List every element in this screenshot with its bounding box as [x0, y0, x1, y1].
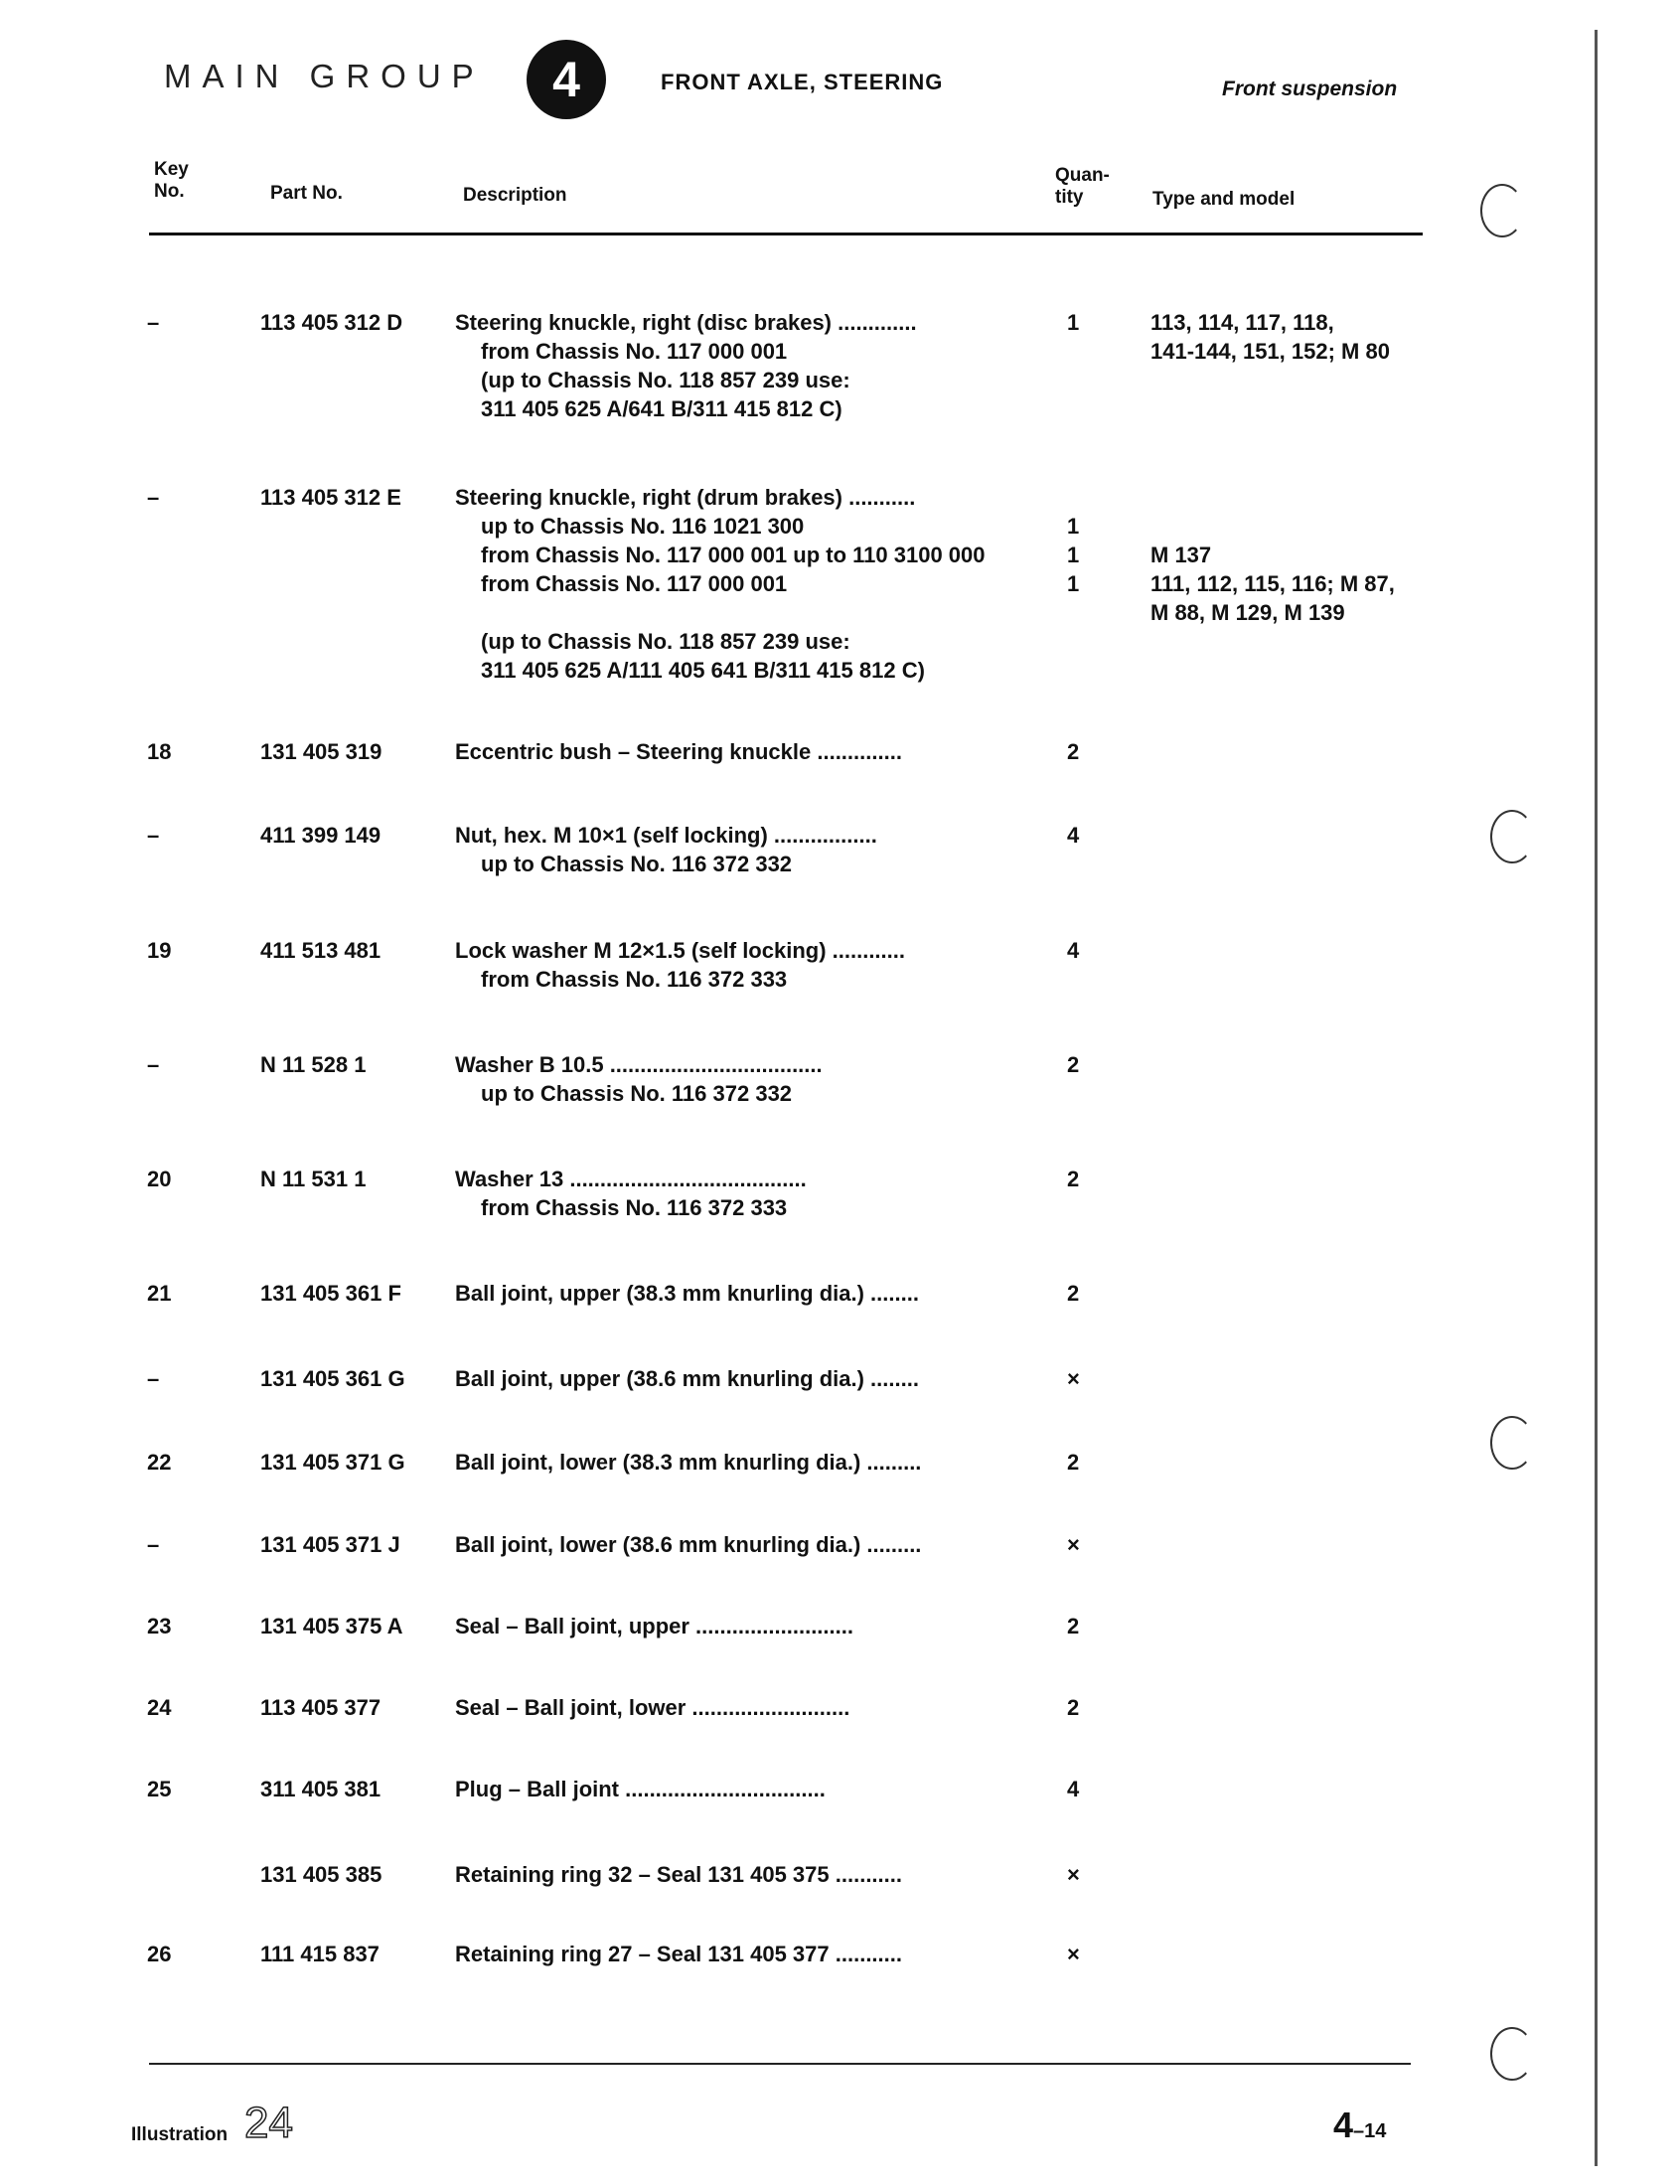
- description-line: Seal – Ball joint, lower ..........................: [455, 1695, 850, 1720]
- description-line: Nut, hex. M 10×1 (self locking) .................: [455, 823, 877, 848]
- part-number: 311 405 381: [260, 1777, 382, 1801]
- quantity: [1067, 1364, 1107, 1393]
- quantity-value: 1: [1067, 514, 1080, 539]
- part-number: 131 405 361 F: [260, 1281, 401, 1306]
- type-and-model: [1150, 483, 1439, 627]
- quantity: [1067, 1165, 1107, 1193]
- key-number: –: [147, 310, 160, 335]
- key-number: 18: [147, 739, 172, 764]
- part-number: 113 405 312 E: [260, 485, 401, 510]
- quantity-value: ×: [1067, 1942, 1080, 1966]
- quantity: [1067, 1530, 1107, 1559]
- description: [455, 1448, 1031, 1477]
- quantity: [1067, 936, 1107, 965]
- description-line: Seal – Ball joint, upper ..........................: [455, 1614, 853, 1638]
- description-line: Steering knuckle, right (drum brakes) ...........: [455, 485, 916, 510]
- section-title: FRONT AXLE, STEERING: [661, 70, 944, 94]
- quantity: [1067, 308, 1107, 337]
- description: [455, 1165, 1031, 1222]
- part-number: 113 405 377: [260, 1695, 382, 1720]
- quantity-value: 2: [1067, 739, 1080, 764]
- description-line: Ball joint, lower (38.3 mm knurling dia.) .........: [455, 1450, 922, 1475]
- description: [455, 1279, 1031, 1308]
- key-number: –: [147, 823, 160, 848]
- description-line: from Chassis No. 116 372 333: [481, 967, 788, 992]
- type-and-model: [1150, 308, 1439, 366]
- description: [455, 1364, 1031, 1393]
- description: [455, 483, 1031, 685]
- quantity-value: 2: [1067, 1450, 1080, 1475]
- type-model-line: [1150, 483, 1439, 512]
- column-header-key-no: Key No.: [154, 159, 189, 202]
- part-number: N 11 531 1: [260, 1167, 367, 1191]
- quantity-value: 2: [1067, 1281, 1080, 1306]
- quantity-value: 1: [1067, 310, 1080, 335]
- key-number: 20: [147, 1167, 172, 1191]
- quantity-value: 2: [1067, 1052, 1080, 1077]
- key-number: –: [147, 1532, 160, 1557]
- binder-margin-line: [1595, 30, 1598, 2166]
- part-number: N 11 528 1: [260, 1052, 367, 1077]
- description: [455, 1775, 1031, 1803]
- quantity-value: 1: [1067, 571, 1080, 596]
- quantity: [1067, 1860, 1107, 1889]
- quantity: [1067, 821, 1107, 850]
- quantity-value: 1: [1067, 543, 1080, 567]
- description-line: Ball joint, lower (38.6 mm knurling dia.) .........: [455, 1532, 922, 1557]
- description: [455, 737, 1031, 766]
- sub-title: Front suspension: [1222, 78, 1398, 100]
- type-model-line: 113, 114, 117, 118,: [1150, 310, 1334, 335]
- type-model-line: 111, 112, 115, 116; M 87,: [1150, 571, 1395, 596]
- quantity: [1067, 1775, 1107, 1803]
- quantity: [1067, 483, 1107, 598]
- quantity: [1067, 737, 1107, 766]
- description-line: Lock washer M 12×1.5 (self locking) ............: [455, 938, 905, 963]
- key-number: 25: [147, 1777, 172, 1801]
- description-line: from Chassis No. 117 000 001: [481, 571, 788, 596]
- part-number: 131 405 371 J: [260, 1532, 400, 1557]
- type-model-line: 141-144, 151, 152; M 80: [1150, 339, 1390, 364]
- description-line: Retaining ring 32 – Seal 131 405 375 ...........: [455, 1862, 902, 1887]
- part-number: 131 405 371 G: [260, 1450, 405, 1475]
- quantity-value: ×: [1067, 1532, 1080, 1557]
- description-line: up to Chassis No. 116 372 332: [481, 852, 793, 876]
- illustration-label: Illustration: [131, 2124, 229, 2145]
- column-header-type-model: Type and model: [1152, 189, 1296, 210]
- key-number: 22: [147, 1450, 172, 1475]
- part-number: 411 513 481: [260, 938, 382, 963]
- part-number: 113 405 312 D: [260, 310, 403, 335]
- quantity: [1067, 1050, 1107, 1079]
- description-line: Steering knuckle, right (disc brakes) .............: [455, 310, 917, 335]
- part-number: 131 405 385: [260, 1862, 382, 1887]
- description-line: 311 405 625 A/641 B/311 415 812 C): [481, 396, 842, 421]
- description: [455, 936, 1031, 994]
- description-line: (up to Chassis No. 118 857 239 use:: [481, 368, 850, 392]
- key-number: 21: [147, 1281, 172, 1306]
- description-line: Retaining ring 27 – Seal 131 405 377 ...........: [455, 1942, 902, 1966]
- illustration-number: 24: [244, 2099, 293, 2147]
- part-number: 131 405 361 G: [260, 1366, 405, 1391]
- description-line: from Chassis No. 116 372 333: [481, 1195, 788, 1220]
- description: [455, 1860, 1031, 1889]
- column-header-description: Description: [463, 185, 567, 206]
- key-number: 19: [147, 938, 172, 963]
- part-number: 131 405 319: [260, 739, 382, 764]
- description: [455, 1530, 1031, 1559]
- description: [455, 1693, 1031, 1722]
- description: [455, 1940, 1031, 1968]
- description-line: 311 405 625 A/111 405 641 B/311 415 812 C): [481, 658, 925, 683]
- part-number: 411 399 149: [260, 823, 382, 848]
- description: [455, 1612, 1031, 1640]
- quantity: [1067, 1693, 1107, 1722]
- part-number: 111 415 837: [260, 1942, 380, 1966]
- quantity-value: ×: [1067, 1366, 1080, 1391]
- quantity: [1067, 1940, 1107, 1968]
- description-line: up to Chassis No. 116 372 332: [481, 1081, 793, 1106]
- header-rule: [149, 233, 1423, 235]
- page-number: 4–14: [1333, 2105, 1387, 2145]
- type-model-line: M 137: [1150, 543, 1212, 567]
- quantity-value: 2: [1067, 1695, 1080, 1720]
- group-number-badge: 4: [527, 40, 606, 119]
- punch-hole-mark: [1490, 1416, 1534, 1470]
- key-number: 23: [147, 1614, 172, 1638]
- quantity-value: 4: [1067, 938, 1080, 963]
- description-line: [455, 598, 1031, 627]
- quantity: [1067, 1279, 1107, 1308]
- type-model-line: M 88, M 129, M 139: [1150, 600, 1345, 625]
- quantity-value: 4: [1067, 1777, 1080, 1801]
- quantity-value: 2: [1067, 1167, 1080, 1191]
- description-line: Eccentric bush – Steering knuckle ..............: [455, 739, 902, 764]
- column-header-part-no: Part No.: [270, 183, 343, 204]
- description-line: Washer B 10.5 ...................................: [455, 1052, 823, 1077]
- key-number: –: [147, 1366, 160, 1391]
- quantity-value: ×: [1067, 1862, 1080, 1887]
- description: [455, 308, 1031, 423]
- description-line: from Chassis No. 117 000 001 up to 110 3100 000: [481, 543, 986, 567]
- part-number: 131 405 375 A: [260, 1614, 403, 1638]
- type-model-line: [1150, 512, 1439, 541]
- key-number: –: [147, 1052, 160, 1077]
- description-line: Ball joint, upper (38.3 mm knurling dia.) ........: [455, 1281, 919, 1306]
- footer-rule: [149, 2063, 1411, 2065]
- description-line: Washer 13 .......................................: [455, 1167, 807, 1191]
- quantity-value: [1067, 483, 1107, 512]
- punch-hole-mark: [1490, 2027, 1534, 2081]
- quantity-value: 2: [1067, 1614, 1080, 1638]
- key-number: 24: [147, 1695, 172, 1720]
- description-line: up to Chassis No. 116 1021 300: [481, 514, 805, 539]
- binder-ring-mark: [1480, 184, 1524, 237]
- quantity-value: 4: [1067, 823, 1080, 848]
- key-number: 26: [147, 1942, 172, 1966]
- description-line: (up to Chassis No. 118 857 239 use:: [481, 629, 850, 654]
- description-line: Ball joint, upper (38.6 mm knurling dia.) ........: [455, 1366, 919, 1391]
- column-header-quantity: Quan- tity: [1055, 165, 1110, 208]
- key-number: –: [147, 485, 160, 510]
- description: [455, 821, 1031, 878]
- description-line: Plug – Ball joint .................................: [455, 1777, 826, 1801]
- main-group-label: MAIN GROUP: [164, 58, 485, 94]
- punch-hole-mark: [1490, 810, 1534, 863]
- quantity: [1067, 1612, 1107, 1640]
- description-line: from Chassis No. 117 000 001: [481, 339, 788, 364]
- description: [455, 1050, 1031, 1108]
- quantity: [1067, 1448, 1107, 1477]
